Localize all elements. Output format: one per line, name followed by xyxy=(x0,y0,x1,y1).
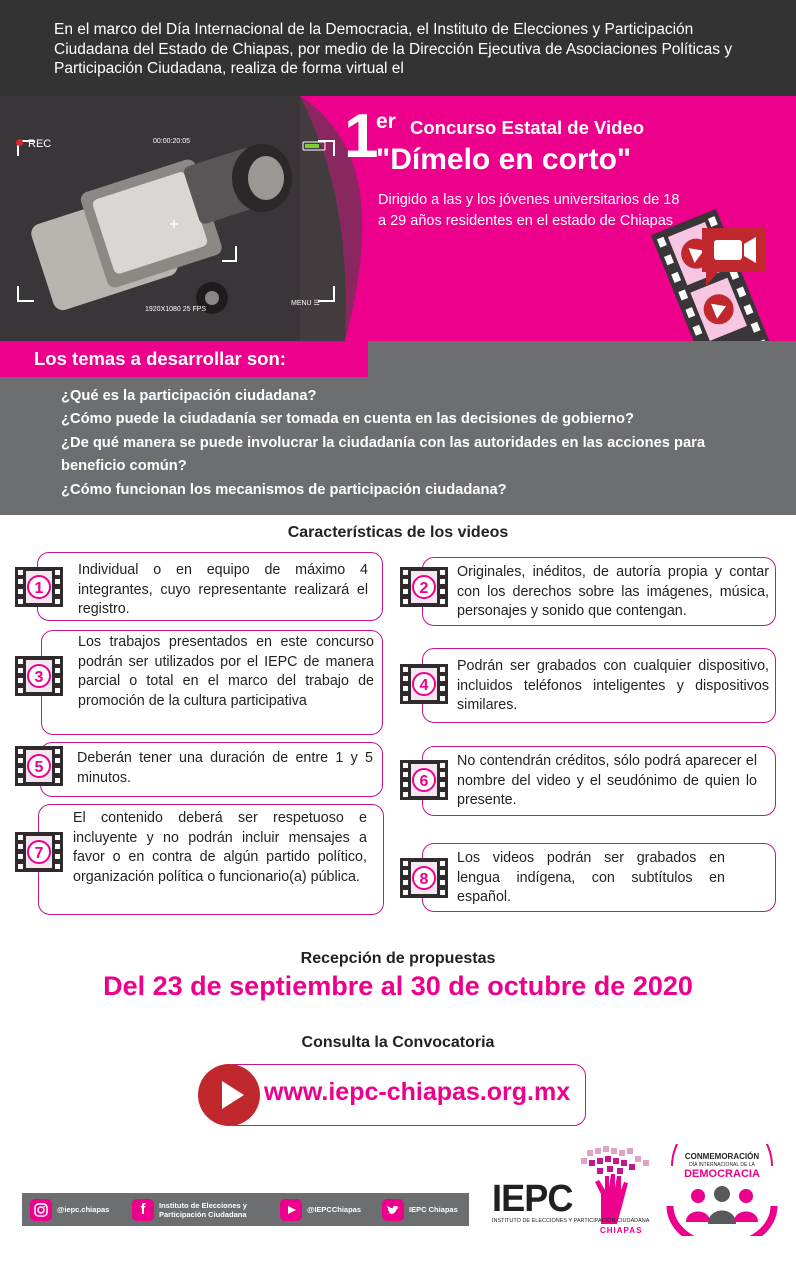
film-badge-2-icon xyxy=(400,567,448,607)
badge-number: 8 xyxy=(419,871,429,888)
iepc-logo-text: IEPC xyxy=(492,1178,573,1220)
characteristic-card-5 xyxy=(40,742,383,797)
badge-number: 3 xyxy=(34,669,44,686)
iepc-logo-subtitle: INSTITUTO DE ELECCIONES Y PARTICIPACIÓN CIUDADANA xyxy=(492,1218,650,1224)
badge-number: 1 xyxy=(34,580,44,597)
characteristic-card-2 xyxy=(419,557,776,626)
hero-banner xyxy=(0,96,796,341)
characteristic-text: No contendrán créditos, sólo podrá aparecer el nombre del video y el seudónimo de quien lo presente. xyxy=(457,753,757,808)
facebook-handle: Instituto de Elecciones y Participación Ciudadana xyxy=(159,1200,247,1219)
film-badge-1-icon xyxy=(15,567,63,607)
iepc-hand-logo-icon xyxy=(577,1146,653,1228)
characteristic-text: Individual o en equipo de máximo 4 integrantes, cuyo representante realizará el registro. xyxy=(78,562,368,617)
film-badge-3-icon xyxy=(15,656,63,696)
social-youtube[interactable] xyxy=(280,1193,361,1226)
topics-section xyxy=(0,341,796,515)
topic-item: ¿Cómo puede la ciudadanía ser tomada en cuenta en las decisiones de gobierno? xyxy=(61,411,634,428)
topics-list xyxy=(61,385,761,502)
characteristic-text: Originales, inéditos, de autoría propia y contar con los derechos sobre las imágenes, música, personajes y sonido que contengan. xyxy=(457,564,769,619)
twitter-handle: IEPC Chiapas xyxy=(409,1205,458,1214)
play-icon[interactable] xyxy=(198,1064,260,1126)
film-badge-7-icon xyxy=(15,832,63,872)
audience-description: Dirigido a las y los jóvenes universitarios de 18 a 29 años residentes en el estado de Chiapas xyxy=(378,192,680,229)
instagram-handle: @iepc.chiapas xyxy=(57,1205,110,1214)
characteristic-text: Deberán tener una duración de entre 1 y 5 minutos. xyxy=(77,750,373,786)
timecode: 00:00:20:05 xyxy=(153,138,190,145)
video-camera-icon xyxy=(698,224,770,290)
topic-item: ¿Cómo funcionan los mecanismos de participación ciudadana? xyxy=(61,481,507,498)
characteristic-text: El contenido deberá ser respetuoso e incluyente y no podrán incluir mensajes a favor o en contra de algún partido político, organización política o funcionario(a) pública. xyxy=(73,810,367,885)
badge-number: 7 xyxy=(34,845,44,862)
website-link[interactable]: www.iepc-chiapas.org.mx xyxy=(264,1078,571,1106)
topic-item: ¿De qué manera se puede involucrar la ciudadanía con las autoridades en las acciones para beneficio común? xyxy=(61,434,706,475)
intro-banner xyxy=(0,0,796,96)
social-instagram[interactable] xyxy=(30,1193,109,1226)
reception-title: Recepción de propuestas xyxy=(300,950,496,967)
characteristic-card-1 xyxy=(34,552,383,621)
youtube-handle: @IEPCChiapas xyxy=(307,1205,361,1214)
characteristic-text: Los trabajos presentados en este concurso podrán ser utilizados por el IEPC de manera parcial o total en el marco del trabajo de promoción de la cultura participativa xyxy=(78,634,374,709)
film-badge-6-icon xyxy=(400,760,448,800)
badge-number: 2 xyxy=(419,580,429,597)
characteristic-text: Los videos podrán ser grabados en lengua indígena, con subtítulos en español. xyxy=(457,850,725,905)
youtube-icon xyxy=(280,1199,302,1221)
title-ordinal: er xyxy=(376,110,396,133)
badge-number: 4 xyxy=(419,677,429,694)
characteristics-title: Características de los videos xyxy=(287,524,509,541)
social-bar xyxy=(22,1193,469,1226)
characteristic-card-3 xyxy=(41,630,383,735)
topic-item: ¿Qué es la participación ciudadana? xyxy=(61,388,317,404)
rec-indicator: REC xyxy=(16,138,51,150)
democracy-logo-line-3: DEMOCRACIA xyxy=(684,1168,760,1180)
film-badge-5-icon xyxy=(15,746,63,786)
badge-number: 6 xyxy=(419,773,429,790)
characteristic-card-4 xyxy=(419,648,776,723)
characteristic-card-8 xyxy=(419,843,776,912)
characteristic-card-7 xyxy=(38,804,384,915)
title-number: 1 xyxy=(344,102,379,171)
intro-text: En el marco del Día Internacional de la Democracia, el Instituto de Elecciones y Participación Ciudadana del Estado de Chiapas, por medio de la Dirección Ejecutiva de Asociaciones Políticas y Participación Ciudadana, realiza de forma virtual el xyxy=(54,21,733,77)
film-badge-8-icon xyxy=(400,858,448,898)
facebook-icon: f xyxy=(132,1199,154,1221)
social-facebook[interactable] xyxy=(132,1193,269,1226)
characteristic-card-6 xyxy=(419,746,776,816)
menu-label: MENU ☰ xyxy=(291,300,320,307)
film-badge-4-icon xyxy=(400,664,448,704)
topics-heading: Los temas a desarrollar son: xyxy=(0,341,368,377)
title-line-2: "Dímelo en corto" xyxy=(376,143,632,176)
twitter-icon xyxy=(382,1199,404,1221)
characteristic-text: Podrán ser grabados con cualquier dispositivo, incluidos teléfonos inteligentes y dispositivos similares. xyxy=(457,658,769,713)
democracy-logo-line-1: CONMEMORACIÓN xyxy=(684,1152,760,1161)
social-twitter[interactable] xyxy=(382,1193,458,1226)
convocatoria-title: Consulta la Convocatoria xyxy=(301,1034,495,1051)
badge-number: 5 xyxy=(34,759,44,776)
reception-dates: Del 23 de septiembre al 30 de octubre de 2020 xyxy=(103,971,693,1001)
iepc-logo-state: CHIAPAS xyxy=(600,1226,643,1235)
resolution-label: 1920X1080 25 FPS xyxy=(145,306,207,313)
title-line-1: Concurso Estatal de Video xyxy=(410,117,645,138)
instagram-icon xyxy=(30,1199,52,1221)
democracy-day-logo xyxy=(662,1144,782,1236)
democracy-logo-line-2: DÍA INTERNACIONAL DE LA xyxy=(689,1162,755,1168)
